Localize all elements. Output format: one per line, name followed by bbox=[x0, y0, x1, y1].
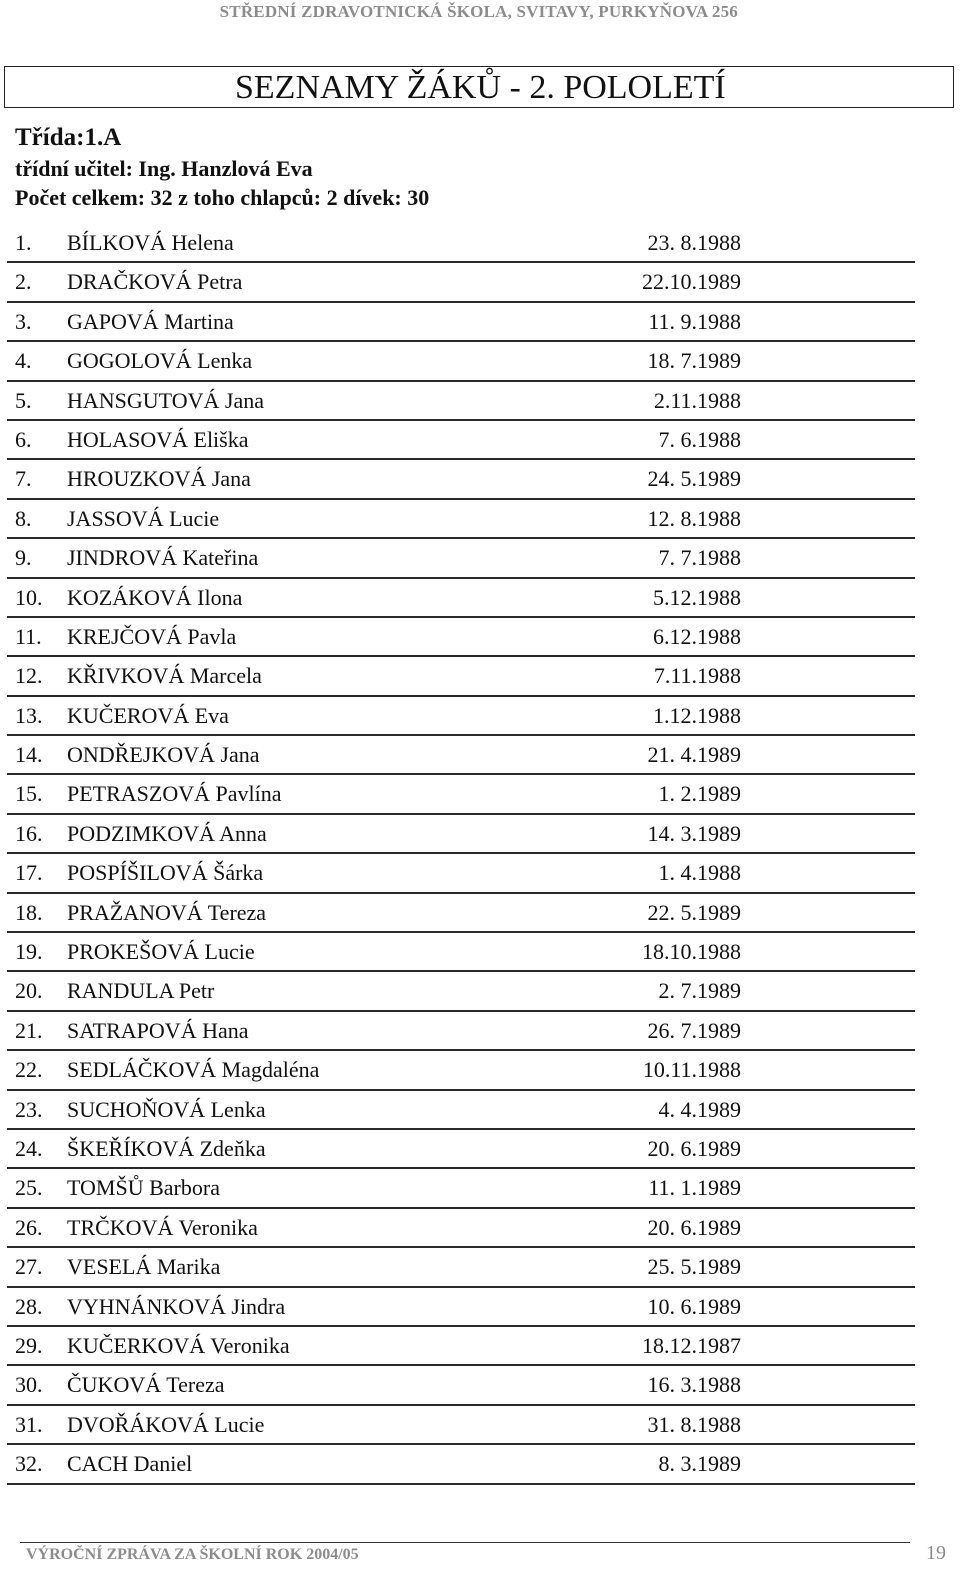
student-number: 6. bbox=[15, 426, 32, 452]
student-number: 10. bbox=[15, 584, 43, 610]
student-name: CACH Daniel bbox=[67, 1451, 193, 1477]
student-row bbox=[7, 657, 915, 696]
student-birthdate: 20. 6.1989 bbox=[647, 1135, 741, 1161]
student-row bbox=[7, 500, 915, 539]
student-name: KŘIVKOVÁ Marcela bbox=[67, 663, 262, 689]
student-name: KREJČOVÁ Pavla bbox=[67, 623, 237, 649]
school-header: STŘEDNÍ ZDRAVOTNICKÁ ŠKOLA, SVITAVY, PURKYŇOVA 256 bbox=[219, 2, 738, 21]
student-row bbox=[7, 1248, 915, 1287]
student-birthdate: 4. 4.1989 bbox=[658, 1096, 741, 1122]
student-number: 29. bbox=[15, 1332, 43, 1358]
student-name: VYHNÁNKOVÁ Jindra bbox=[67, 1293, 286, 1319]
student-name: TOMŠŮ Barbora bbox=[67, 1175, 220, 1201]
student-birthdate: 10.11.1988 bbox=[642, 1057, 741, 1083]
student-name: VESELÁ Marika bbox=[67, 1254, 221, 1280]
student-row bbox=[7, 382, 915, 421]
class-name: Třída:1.A bbox=[15, 124, 122, 151]
student-birthdate: 6.12.1988 bbox=[653, 623, 741, 649]
class-info bbox=[15, 122, 429, 212]
student-number: 9. bbox=[15, 545, 32, 571]
student-name: GOGOLOVÁ Lenka bbox=[67, 348, 253, 374]
student-number: 5. bbox=[15, 387, 32, 413]
student-name: BÍLKOVÁ Helena bbox=[67, 230, 234, 255]
student-birthdate: 24. 5.1989 bbox=[647, 466, 741, 492]
student-name: POSPÍŠILOVÁ Šárka bbox=[67, 860, 264, 886]
student-row bbox=[7, 1327, 915, 1366]
student-row bbox=[7, 1130, 915, 1169]
student-birthdate: 1.12.1988 bbox=[653, 702, 741, 728]
student-name: DRAČKOVÁ Petra bbox=[67, 269, 243, 295]
student-row bbox=[7, 933, 915, 972]
student-row bbox=[7, 460, 915, 499]
student-row bbox=[7, 579, 915, 618]
student-birthdate: 12. 8.1988 bbox=[647, 505, 741, 531]
student-name: SEDLÁČKOVÁ Magdaléna bbox=[67, 1057, 320, 1083]
student-birthdate: 2.11.1988 bbox=[653, 387, 741, 413]
student-name: HOLASOVÁ Eliška bbox=[67, 426, 249, 452]
student-birthdate: 22. 5.1989 bbox=[647, 899, 741, 925]
student-row bbox=[7, 854, 915, 893]
student-number: 26. bbox=[15, 1214, 43, 1240]
student-row bbox=[7, 1209, 915, 1248]
student-name: ŠKEŘÍKOVÁ Zdeňka bbox=[67, 1135, 266, 1161]
student-name: ČUKOVÁ Tereza bbox=[67, 1372, 225, 1398]
student-list bbox=[7, 224, 915, 1485]
student-row bbox=[7, 1406, 915, 1445]
student-birthdate: 8. 3.1989 bbox=[658, 1451, 741, 1477]
student-birthdate: 11. 1.1989 bbox=[648, 1175, 741, 1201]
student-name: SUCHOŇOVÁ Lenka bbox=[67, 1096, 266, 1122]
student-row bbox=[7, 736, 915, 775]
student-number: 30. bbox=[15, 1372, 43, 1398]
student-number: 25. bbox=[15, 1175, 43, 1201]
student-number: 16. bbox=[15, 820, 43, 846]
student-number: 28. bbox=[15, 1293, 43, 1319]
student-number: 18. bbox=[15, 899, 43, 925]
student-number: 11. bbox=[15, 623, 42, 649]
student-birthdate: 7. 6.1988 bbox=[658, 426, 741, 452]
student-name: JINDROVÁ Kateřina bbox=[67, 545, 259, 571]
student-name: PODZIMKOVÁ Anna bbox=[67, 820, 267, 846]
student-row bbox=[7, 1288, 915, 1327]
student-row bbox=[7, 224, 915, 263]
page-title: SEZNAMY ŽÁKŮ - 2. POLOLETÍ bbox=[235, 69, 726, 106]
student-number: 14. bbox=[15, 742, 43, 768]
student-row bbox=[7, 1445, 915, 1484]
student-birthdate: 5.12.1988 bbox=[653, 584, 741, 610]
title-box bbox=[4, 66, 954, 108]
student-number: 3. bbox=[15, 308, 32, 334]
student-number: 8. bbox=[15, 505, 32, 531]
student-number: 7. bbox=[15, 466, 32, 492]
student-birthdate: 11. 9.1988 bbox=[648, 308, 741, 334]
student-number: 22. bbox=[15, 1057, 43, 1083]
student-number: 17. bbox=[15, 860, 43, 886]
student-row bbox=[7, 342, 915, 381]
class-teacher: třídní učitel: Ing. Hanzlová Eva bbox=[15, 156, 313, 181]
student-name: KUČERKOVÁ Veronika bbox=[67, 1332, 290, 1358]
student-name: SATRAPOVÁ Hana bbox=[67, 1017, 249, 1043]
student-birthdate: 22.10.1989 bbox=[642, 269, 741, 295]
student-birthdate: 2. 7.1989 bbox=[658, 978, 741, 1004]
student-name: ONDŘEJKOVÁ Jana bbox=[67, 742, 260, 768]
student-row bbox=[7, 539, 915, 578]
student-birthdate: 1. 4.1988 bbox=[658, 860, 741, 886]
student-row bbox=[7, 972, 915, 1011]
student-name: TRČKOVÁ Veronika bbox=[67, 1214, 258, 1240]
student-number: 21. bbox=[15, 1017, 43, 1043]
student-number: 13. bbox=[15, 702, 43, 728]
student-name: HANSGUTOVÁ Jana bbox=[67, 387, 264, 413]
footer-text: VÝROČNÍ ZPRÁVA ZA ŠKOLNÍ ROK 2004/05 bbox=[26, 1546, 359, 1563]
footer-divider bbox=[20, 1542, 910, 1543]
student-number: 2. bbox=[15, 269, 32, 295]
student-birthdate: 1. 2.1989 bbox=[658, 781, 741, 807]
student-birthdate: 31. 8.1988 bbox=[647, 1411, 741, 1437]
student-row bbox=[7, 618, 915, 657]
student-row bbox=[7, 1051, 915, 1090]
student-name: JASSOVÁ Lucie bbox=[67, 505, 220, 531]
student-name: PROKEŠOVÁ Lucie bbox=[67, 939, 255, 965]
student-number: 19. bbox=[15, 939, 43, 965]
student-birthdate: 18.12.1987 bbox=[642, 1332, 741, 1358]
student-birthdate: 23. 8.1988 bbox=[647, 230, 741, 255]
student-row bbox=[7, 1091, 915, 1130]
student-row bbox=[7, 1012, 915, 1051]
student-name: RANDULA Petr bbox=[67, 978, 215, 1004]
student-row bbox=[7, 1366, 915, 1405]
student-name: DVOŘÁKOVÁ Lucie bbox=[67, 1411, 265, 1437]
student-number: 15. bbox=[15, 781, 43, 807]
student-number: 12. bbox=[15, 663, 43, 689]
student-birthdate: 21. 4.1989 bbox=[647, 742, 741, 768]
student-name: PRAŽANOVÁ Tereza bbox=[67, 899, 267, 925]
student-row bbox=[7, 775, 915, 814]
student-birthdate: 18.10.1988 bbox=[642, 939, 741, 965]
student-number: 23. bbox=[15, 1096, 43, 1122]
student-row bbox=[7, 303, 915, 342]
student-birthdate: 18. 7.1989 bbox=[647, 348, 741, 374]
student-row bbox=[7, 815, 915, 854]
student-birthdate: 14. 3.1989 bbox=[647, 820, 741, 846]
student-birthdate: 26. 7.1989 bbox=[647, 1017, 741, 1043]
student-birthdate: 20. 6.1989 bbox=[647, 1214, 741, 1240]
student-number: 20. bbox=[15, 978, 43, 1004]
student-birthdate: 16. 3.1988 bbox=[647, 1372, 741, 1398]
student-name: PETRASZOVÁ Pavlína bbox=[67, 781, 282, 807]
student-row bbox=[7, 263, 915, 302]
student-number: 1. bbox=[15, 230, 32, 255]
student-name: KOZÁKOVÁ Ilona bbox=[67, 584, 243, 610]
page-number: 19 bbox=[926, 1542, 946, 1564]
class-counts: Počet celkem: 32 z toho chlapců: 2 dívek: 30 bbox=[15, 185, 430, 210]
student-row bbox=[7, 1169, 915, 1208]
student-name: GAPOVÁ Martina bbox=[67, 308, 234, 334]
student-number: 24. bbox=[15, 1135, 43, 1161]
student-row bbox=[7, 421, 915, 460]
student-number: 32. bbox=[15, 1451, 43, 1477]
student-birthdate: 25. 5.1989 bbox=[647, 1254, 741, 1280]
student-number: 4. bbox=[15, 348, 32, 374]
student-birthdate: 10. 6.1989 bbox=[647, 1293, 741, 1319]
student-birthdate: 7.11.1988 bbox=[653, 663, 741, 689]
student-birthdate: 7. 7.1988 bbox=[658, 545, 741, 571]
student-row bbox=[7, 894, 915, 933]
student-row bbox=[7, 697, 915, 736]
student-number: 27. bbox=[15, 1254, 43, 1280]
student-name: HROUZKOVÁ Jana bbox=[67, 466, 251, 492]
student-name: KUČEROVÁ Eva bbox=[67, 702, 229, 728]
student-number: 31. bbox=[15, 1411, 43, 1437]
